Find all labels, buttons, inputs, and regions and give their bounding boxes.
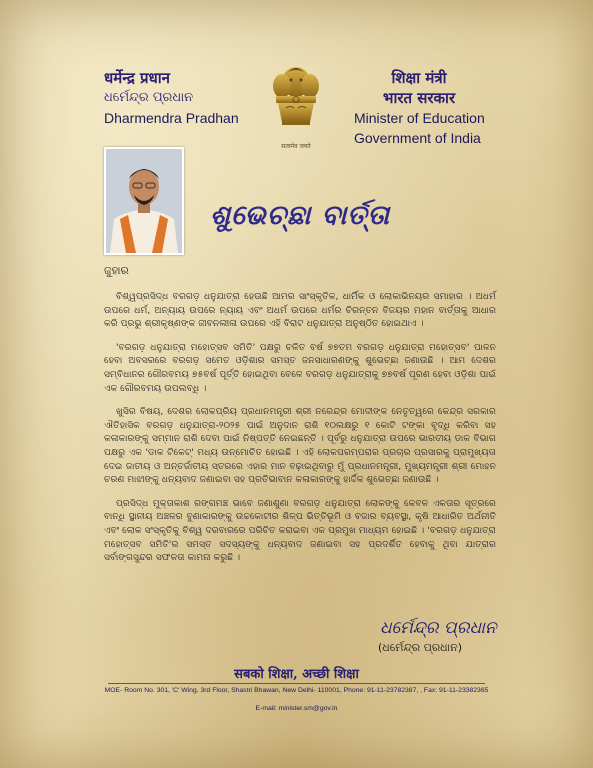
title-hindi: शिक्षा मंत्री <box>391 69 447 87</box>
footer-slogan: सबको शिक्षा, अच्छी शिक्षा <box>234 667 359 682</box>
paragraph: 'ବରଗଡ଼ ଧନୁଯାତ୍ରା ମହୋତ୍ସବ ସମିତି' ପକ୍ଷରୁ ଚଳିତ ବର୍ଷ ୭୭ତମ ବରଗଡ଼ ଧନୁଯାତ୍ରା ମହୋତ୍ସବ' ପାଳନ ହେବା ଅବସରରେ ବରଗଡ଼ ସମେତ ଓଡ଼ିଶାର ସମସ୍ତ ଜନସାଧାରଣଙ୍କୁ ଶୁଭେଚ୍ଛା ଜଣାଉଛି । ଆମ ଦେଶର ସମ୍ବିଧାନର ଗୌରବମୟ ୭୫ବର୍ଷ ପୂର୍ତ୍ତି ହୋଇଥିବା ବେଳେ ବରଗଡ଼ ଧନୁଯାତ୍ରାକୁ ୭୭ବର୍ଷ ପୂରଣ ହେବା ଓଡ଼ିଶା ପାଇଁ ଏକ ଗୌରବମୟ ଉପଲବ୍ଧି । <box>104 341 496 394</box>
letter-body <box>104 290 496 575</box>
salutation: ଜୁହାର <box>104 264 129 277</box>
letterhead-right <box>354 68 544 148</box>
paragraph: ବିଶ୍ୱପ୍ରସିଦ୍ଧ ବରଗଡ଼ ଧନୁଯାତ୍ରା ହେଉଛି ଆମର ସାଂସ୍କୃତିକ, ଧାର୍ମିକ ଓ ଲୋକାଭିନୟର ସମାହାର । ଅଧର୍ମ ଉପରେ ଧର୍ମ, ଅନ୍ୟାୟ ଉପରେ ନ୍ୟାୟ ଏବଂ ଅଧର୍ମ ଉପରେ ଧର୍ମର ଚିରନ୍ତନ ବିଜୟର ମହାନ ବାର୍ତ୍ତାକୁ ଆଧାର କରି ପ୍ରଭୁ ଶ୍ରୀକୃଷ୍ଣଙ୍କ ଜୀବନଲୀଳା ଉପରେ ଏହି ବିରାଟ ଧନୁଯାତ୍ରା ଅନୁଷ୍ଠିତ ହୋଇଥାଏ । <box>104 291 496 330</box>
footer-address: MOE- Room No. 301, 'C' Wing, 3rd Floor, Shastri Bhawan, New Delhi- 110001, Phone: 91-11-23782387, , Fax: 91-11-23382365 <box>104 687 489 694</box>
footer-email: E-mail: minister.sm@gov.in <box>255 705 338 712</box>
title-english: Minister of Education <box>354 110 485 126</box>
name-english: Dharmendra Pradhan <box>104 110 239 126</box>
govt-hindi: भारत सरकार <box>382 89 456 107</box>
signatory-name: (ଧର୍ମେନ୍ଦ୍ର ପ୍ରଧାନ) <box>378 641 462 654</box>
national-emblem-icon <box>264 60 328 150</box>
letter-title: ଶୁଭେଚ୍ଛା ବାର୍ତ୍ତା <box>210 200 391 231</box>
emblem-motto: सत्यमेव जयते <box>281 143 311 150</box>
name-hindi: धर्मेन्द्र प्रधान <box>104 69 170 87</box>
govt-english: Government of India <box>354 130 481 146</box>
footer-divider <box>108 683 485 684</box>
paragraph: ଖୁସିର ବିଷୟ, ଦେଶର ଲୋକପ୍ରିୟ ପ୍ରଧାନମନ୍ତ୍ରୀ ଶ୍ରୀ ନରେନ୍ଦ୍ର ମୋଦୀଙ୍କ ନେତୃତ୍ୱରେ କେନ୍ଦ୍ର ସରକାର ଐତିହାସିକ ବରଗଡ଼ ଧନୁଯାତ୍ରା-୨୦୨୫ ପାଇଁ ଅନୁଦାନ ରାଶି ୧୦ଲକ୍ଷରୁ ୧ କୋଟି ଟଙ୍କା ବୃଦ୍ଧି କରିବା ସହ କଳାକାରଙ୍କୁ ସମ୍ମାନ ରାଶି ଦେବା ପାଇଁ ନିଷ୍ପତ୍ତି ନେଇଛନ୍ତି । ପୂର୍ବରୁ ଧନୁଯାତ୍ରା ଉପରେ ଭାରତୀୟ ଡାକ ବିଭାଗ ପକ୍ଷରୁ ଏକ 'ଡାକ ଟିକେଟ୍' ମଧ୍ୟ ଉନ୍ମୋଚିତ ହୋଇଛି । ଏହି ଲୋକପରମ୍ପରାର ପ୍ରଚାର ପ୍ରସାରକୁ ପ୍ରାମୁଖ୍ୟତା ଦେଇ ଜାତୀୟ ଓ ଅନ୍ତର୍ଜାତୀୟ ସ୍ତରରେ ଏହାର ମାନ ବଢ଼ାଇଥିବାରୁ ମୁଁ ପ୍ରଧାନମନ୍ତ୍ରୀ, ମୁଖ୍ୟମନ୍ତ୍ରୀ ଶ୍ରୀ ମୋହନ ଚରଣ ମାଝୀଙ୍କୁ ଧନ୍ୟବାଦ ଜଣାଇବା ସହ ପ୍ରତିଭାବାନ କଳାକାରଙ୍କୁ ହାର୍ଦ୍ଦିକ ଶୁଭେଚ୍ଛା ଜଣାଉଛି । <box>104 406 496 486</box>
handwritten-signature: ଧର୍ମେନ୍ଦ୍ର ପ୍ରଧାନ <box>380 618 497 638</box>
portrait-photo <box>104 147 184 255</box>
paragraph: ପ୍ରସିଦ୍ଧ ମୁକ୍ତାକାଶ ରଙ୍ଗମଞ୍ଚ ଭାବେ ଜଣାଶୁଣା ବରଗଡ଼ ଧନୁଯାତ୍ରା ଲୋକଙ୍କୁ କେବଳ ଏକତାର ସୂତ୍ରରେ ବାନ୍ଧି ସ୍ଥାନୀୟ ଅଞ୍ଚଳର ବୁଣାକାରଙ୍କୁ ଉଚ୍ଚକୋଟୀର ଶିଳ୍ପ ଭିତ୍ତିଭୂମି ଓ ବଜାର ବ୍ୟବସ୍ଥା, କୃଷି ଆଧାରିତ ଅର୍ଥନୀତି ଏବଂ ଲୋକ ସଂସ୍କୃତିକୁ ବିଶ୍ୱ ଦରବାରରେ ପରିଚିତ କରାଇବା ଏକ ପ୍ରମୁଖ ମାଧ୍ୟମ ହୋଇଛି । 'ବରଗଡ଼ ଧନୁଯାତ୍ରା ମହୋତ୍ସବ ସମିତି'ର ସମସ୍ତ ସଦସ୍ୟଙ୍କୁ ଧନ୍ୟବାଦ ଜଣାଇବା ସହ ପ୍ରଦର୍ଶିତ ହେବାକୁ ଥିବା ଯାତ୍ରାର ସର୍ବାଙ୍ଗସୁନ୍ଦର ସଫଳତା କାମନା କରୁଛି । <box>104 497 496 564</box>
letterhead-left <box>104 68 274 128</box>
name-odia: ଧର୍ମେନ୍ଦ୍ର ପ୍ରଧାନ <box>104 90 194 105</box>
